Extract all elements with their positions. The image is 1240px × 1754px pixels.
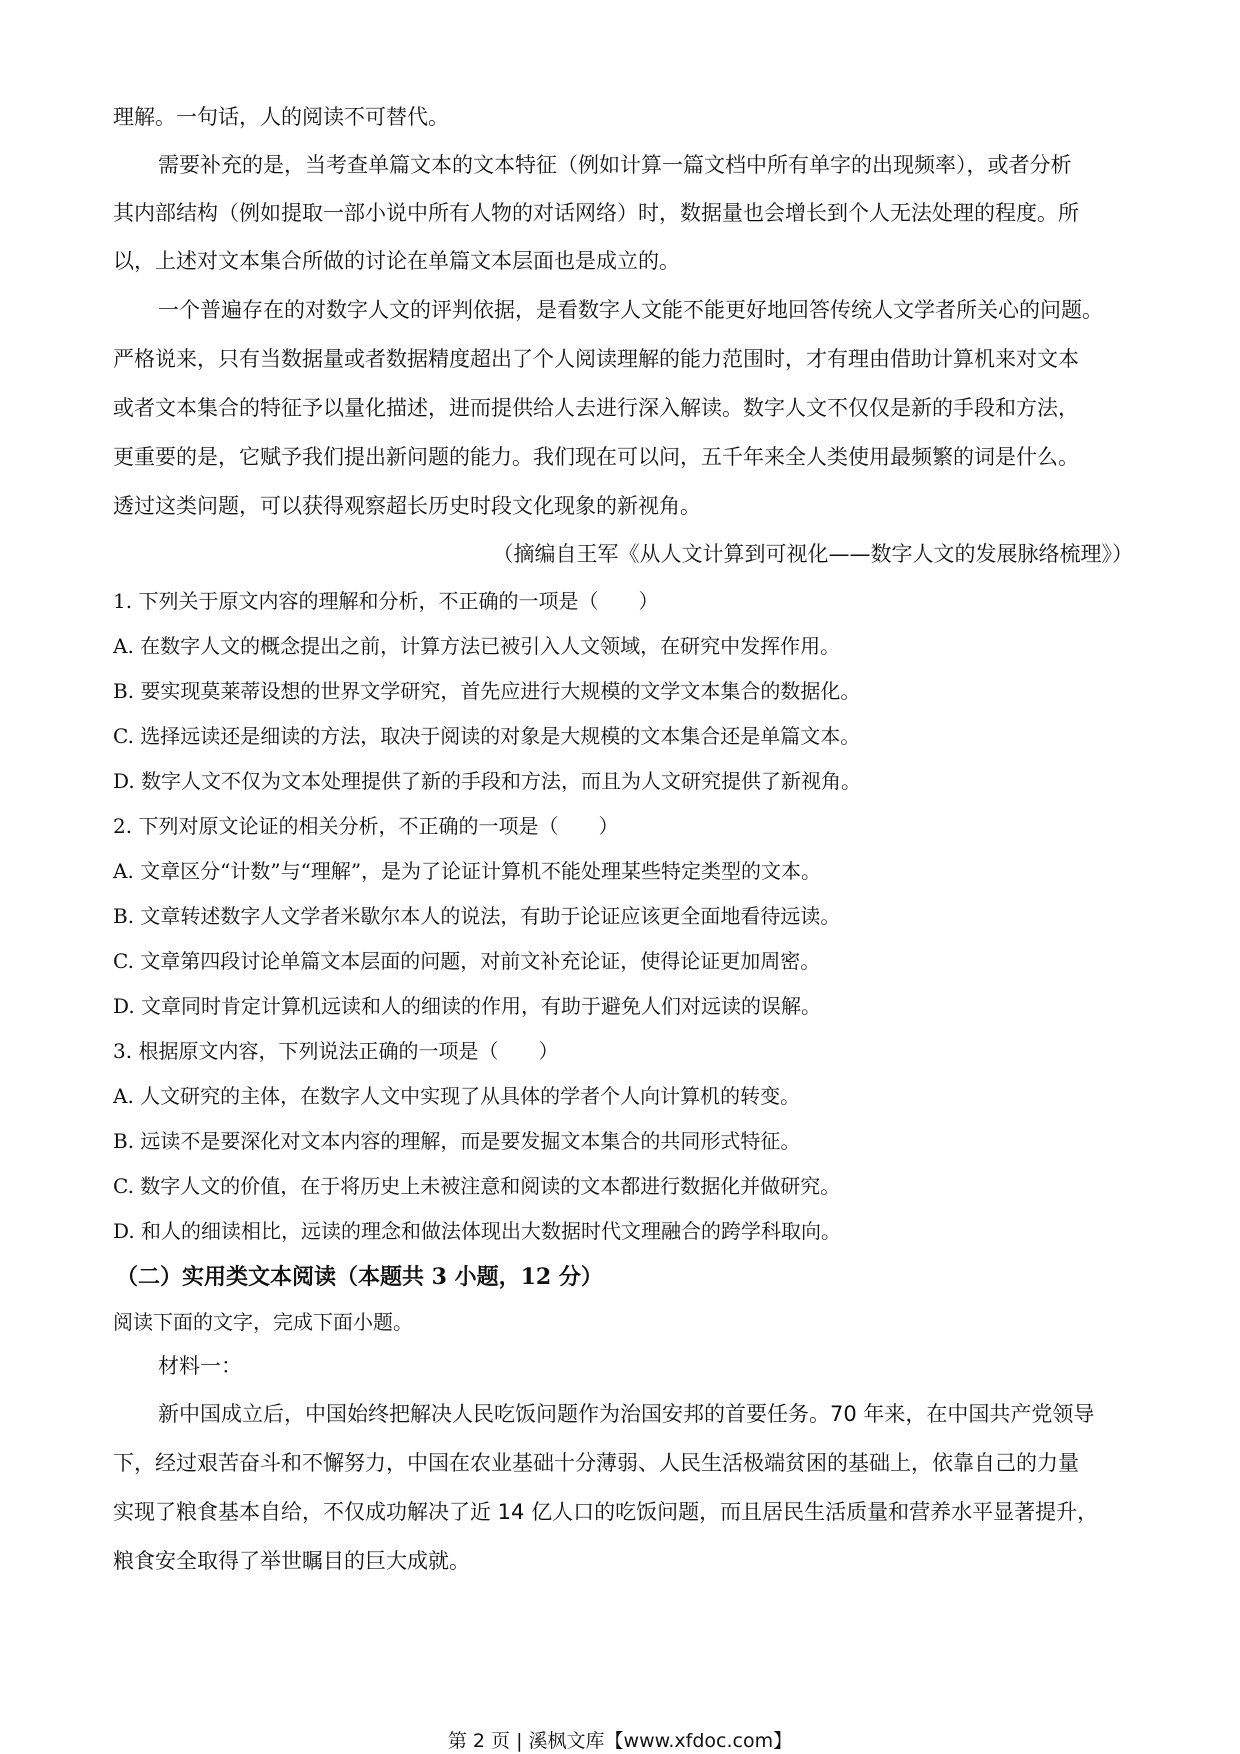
answer-option: A. 人文研究的主体，在数字人文中实现了从具体的学者个人向计算机的转变。	[113, 1084, 801, 1108]
section-heading: （二）实用类文本阅读（本题共 3 小题，12 分）	[116, 1264, 603, 1290]
answer-option: D. 文章同时肯定计算机远读和人的细读的作用，有助于避免人们对远读的误解。	[113, 994, 822, 1018]
answer-option: A. 文章区分“计数”与“理解”，是为了论证计算机不能处理某些特定类型的文本。	[113, 859, 822, 883]
passage-line: 其内部结构（例如提取一部小说中所有人物的对话网络）时，数据量也会增长到个人无法处理的程度。所	[113, 201, 1079, 225]
answer-option: C. 数字人文的价值，在于将历史上未被注意和阅读的文本都进行数据化并做研究。	[113, 1174, 841, 1198]
answer-option: C. 文章第四段讨论单篇文本层面的问题，对前文补充论证，使得论证更加周密。	[113, 949, 821, 973]
passage-line: 下，经过艰苦奋斗和不懈努力，中国在农业基础十分薄弱、人民生活极端贫困的基础上，依靠自己的力量	[113, 1451, 1079, 1475]
passage-line: 需要补充的是，当考查单篇文本的文本特征（例如计算一篇文档中所有单字的出现频率），或者分析	[158, 153, 1072, 177]
answer-option: B. 远读不是要深化对文本内容的理解，而是要发掘文本集合的共同形式特征。	[113, 1129, 801, 1153]
answer-option: B. 要实现莫莱蒂设想的世界文学研究，首先应进行大规模的文学文本集合的数据化。	[113, 679, 861, 703]
passage-line: 透过这类问题，可以获得观察超长历史时段文化现象的新视角。	[113, 494, 701, 518]
passage-line: 更重要的是，它赋予我们提出新问题的能力。我们现在可以问，五千年来全人类使用最频繁的词是什么。	[113, 445, 1079, 469]
answer-option: C. 选择远读还是细读的方法，取决于阅读的对象是大规模的文本集合还是单篇文本。	[113, 724, 861, 748]
passage-line: 理解。一句话，人的阅读不可替代。	[113, 105, 449, 129]
passage-line: 一个普遍存在的对数字人文的评判依据，是看数字人文能不能更好地回答传统人文学者所关心的问题。	[158, 298, 1103, 322]
answer-option: D. 数字人文不仅为文本处理提供了新的手段和方法，而且为人文研究提供了新视角。	[113, 769, 862, 793]
question-stem: 2. 下列对原文论证的相关分析，不正确的一项是（ ）	[113, 814, 619, 838]
question-stem: 1. 下列关于原文内容的理解和分析，不正确的一项是（ ）	[113, 589, 659, 613]
material-label: 材料一：	[158, 1354, 242, 1378]
page-footer: 第 2 页 | 溪枫文库【www.xfdoc.com】	[447, 1730, 793, 1752]
source-citation: （摘编自王军《从人文计算到可视化——数字人文的发展脉络梳理》）	[492, 542, 1133, 566]
instruction-text: 阅读下面的文字，完成下面小题。	[113, 1310, 413, 1334]
question-stem: 3. 根据原文内容，下列说法正确的一项是（ ）	[113, 1039, 559, 1063]
passage-line: 或者文本集合的特征予以量化描述，进而提供给人去进行深入解读。数字人文不仅仅是新的手段和方法，	[113, 396, 1079, 420]
passage-line: 实现了粮食基本自给，不仅成功解决了近 14 亿人口的吃饭问题，而且居民生活质量和营养水平显著提升，	[113, 1500, 1099, 1524]
passage-line: 新中国成立后，中国始终把解决人民吃饭问题作为治国安邦的首要任务。70 年来，在中国共产党领导	[158, 1402, 1095, 1426]
passage-line: 严格说来，只有当数据量或者数据精度超出了个人阅读理解的能力范围时，才有理由借助计算机来对文本	[113, 347, 1079, 371]
answer-option: D. 和人的细读相比，远读的理念和做法体现出大数据时代文理融合的跨学科取向。	[113, 1219, 842, 1243]
answer-option: A. 在数字人文的概念提出之前，计算方法已被引入人文领域，在研究中发挥作用。	[113, 634, 841, 658]
passage-line: 以，上述对文本集合所做的讨论在单篇文本层面也是成立的。	[113, 249, 680, 273]
answer-option: B. 文章转述数字人文学者米歇尔本人的说法，有助于论证应该更全面地看待远读。	[113, 904, 841, 928]
passage-line: 粮食安全取得了举世瞩目的巨大成就。	[113, 1549, 470, 1573]
